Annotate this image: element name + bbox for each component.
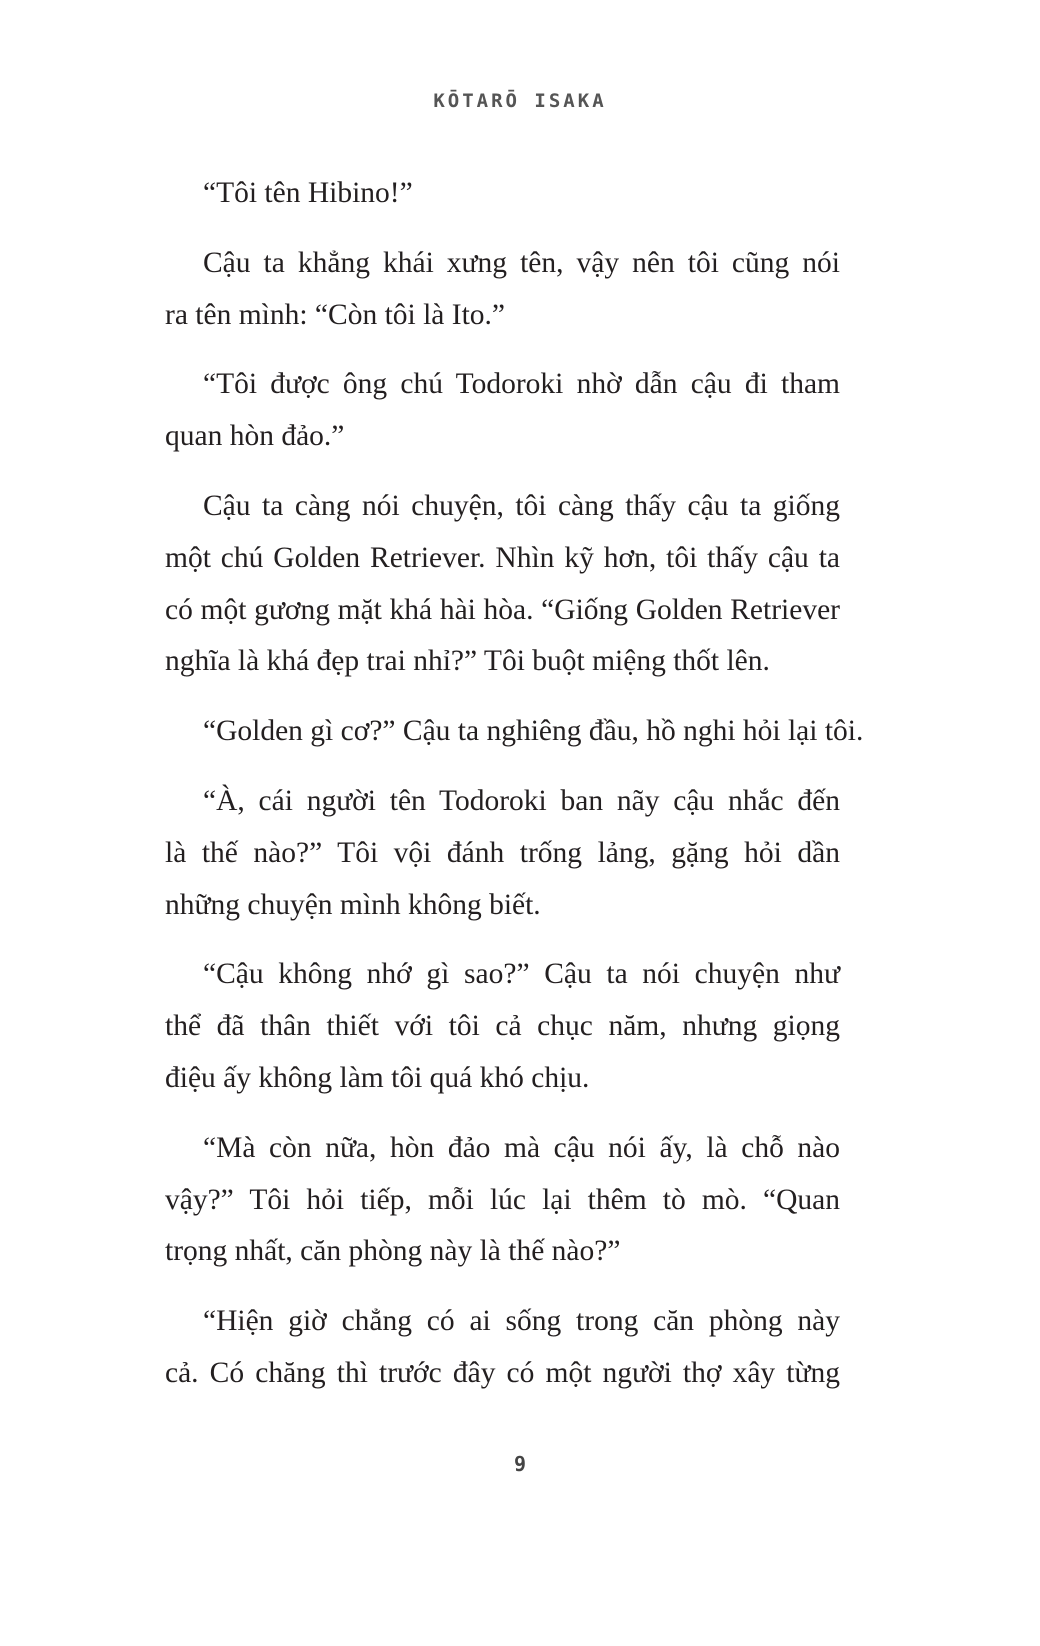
text-line: trọng nhất, căn phòng này là thế nào?” bbox=[165, 1235, 621, 1268]
page-number: 9 bbox=[513, 1452, 527, 1476]
text-line: một chú Golden Retriever. Nhìn kỹ hơn, tôi thấy cậu ta bbox=[165, 541, 840, 574]
text-line: “Cậu không nhớ gì sao?” Cậu ta nói chuyện như bbox=[203, 958, 840, 991]
text-line: Cậu ta càng nói chuyện, tôi càng thấy cậu ta giống bbox=[203, 489, 840, 522]
text-line: “À, cái người tên Todoroki ban nãy cậu nhắc đến bbox=[203, 784, 840, 817]
paragraph bbox=[165, 951, 840, 1106]
paragraph bbox=[165, 1298, 840, 1402]
text-line: có một gương mặt khá hài hòa. “Giống Golden Retriever bbox=[165, 593, 840, 626]
text-line: quan hòn đảo.” bbox=[165, 420, 345, 453]
paragraph bbox=[165, 170, 840, 222]
paragraph bbox=[165, 708, 864, 760]
text-line: “Tôi được ông chú Todoroki nhờ dẫn cậu đi tham bbox=[203, 368, 840, 401]
text-line: “Hiện giờ chẳng có ai sống trong căn phòng này bbox=[203, 1305, 840, 1338]
text-line: là thế nào?” Tôi vội đánh trống lảng, gặng hỏi dần bbox=[165, 836, 840, 869]
text-line: “Golden gì cơ?” Cậu ta nghiêng đầu, hồ nghi hỏi lại tôi. bbox=[203, 715, 864, 748]
text-line: vậy?” Tôi hỏi tiếp, mỗi lúc lại thêm tò mò. “Quan bbox=[165, 1183, 840, 1216]
paragraph bbox=[165, 240, 840, 344]
text-line: thể đã thân thiết với tôi cả chục năm, nhưng giọng bbox=[165, 1010, 840, 1043]
text-line: Cậu ta khẳng khái xưng tên, vậy nên tôi cũng nói bbox=[203, 246, 840, 279]
paragraph bbox=[165, 778, 840, 933]
paragraph bbox=[165, 483, 840, 690]
text-line: ra tên mình: “Còn tôi là Ito.” bbox=[165, 298, 505, 331]
text-line: những chuyện mình không biết. bbox=[165, 888, 541, 921]
running-head: KŌTARŌ ISAKA bbox=[433, 90, 607, 112]
text-line: “Mà còn nữa, hòn đảo mà cậu nói ấy, là chỗ nào bbox=[203, 1131, 840, 1164]
text-line: điệu ấy không làm tôi quá khó chịu. bbox=[165, 1061, 590, 1094]
paragraph bbox=[165, 1125, 840, 1280]
text-line: “Tôi tên Hibino!” bbox=[203, 177, 413, 209]
text-line: nghĩa là khá đẹp trai nhỉ?” Tôi buột miệng thốt lên. bbox=[165, 645, 770, 678]
paragraph bbox=[165, 361, 840, 465]
text-line: cả. Có chăng thì trước đây có một người thợ xây từng bbox=[165, 1356, 840, 1389]
page-body bbox=[165, 170, 864, 1420]
